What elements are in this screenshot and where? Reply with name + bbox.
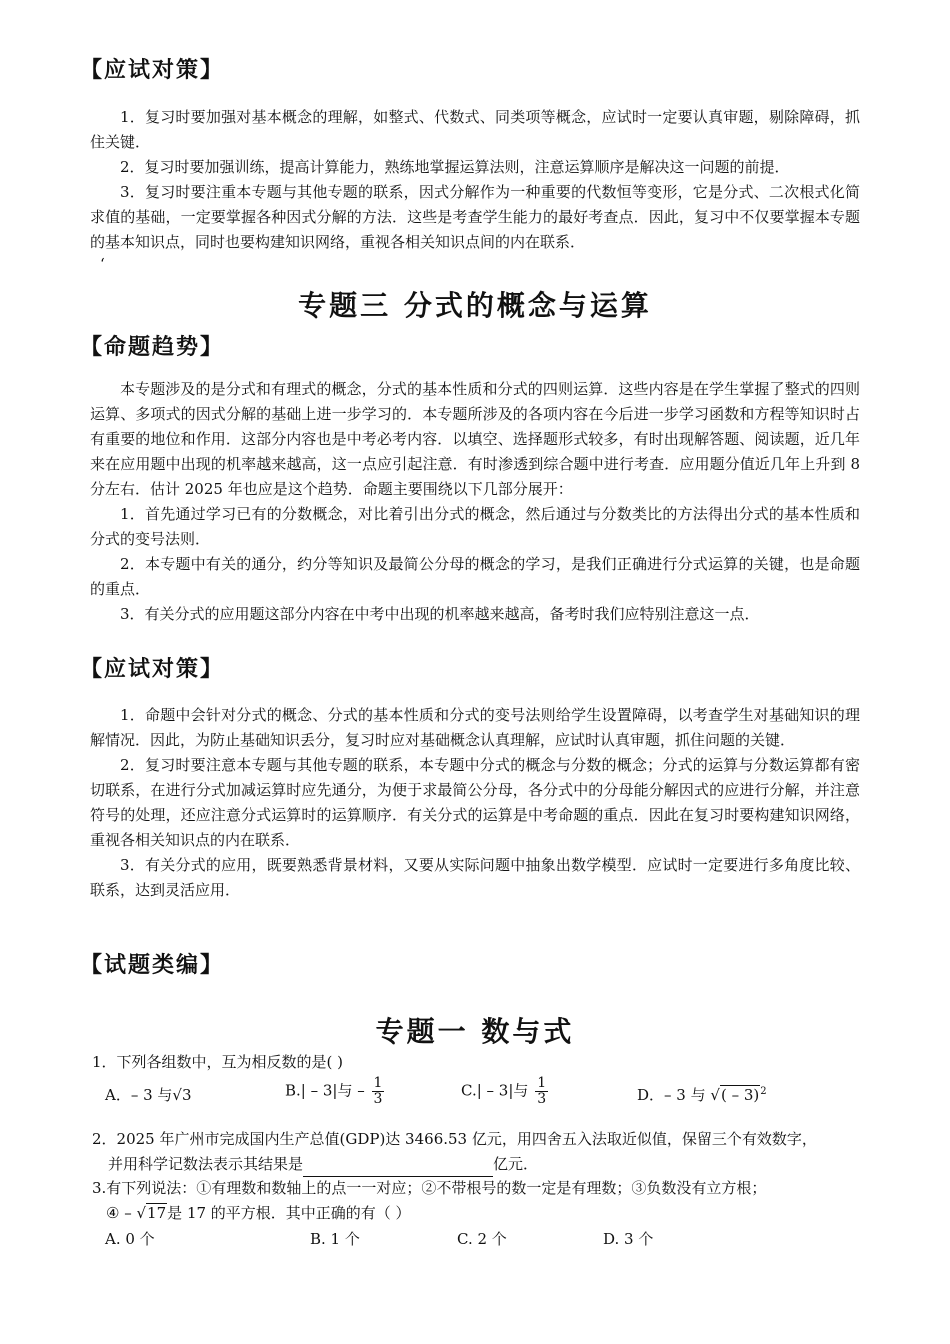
question-2 <box>92 1127 872 1177</box>
topic-title: 专题三 分式的概念与运算 <box>298 289 652 322</box>
strategy-list-2 <box>90 703 860 903</box>
answer-blank[interactable] <box>303 1160 493 1177</box>
trend-paragraph: 本专题涉及的是分式和有理式的概念，分式的基本性质和分式的四则运算．这些内容是在学生掌握了整式的四则运算、多项式的因式分解的基础上进一步学习的．本专题所涉及的各项内容在今后进一步学习函数和方程等知识时占有重要的地位和作用．这部分内容也是中考必考内容．以填空、选择题形式较多，有时出现解答题、阅读题，近几年来在应用题中出现的机率越来越高，这一点应引起注意．有时渗透到综合题中进行考查．应用题分值近几年上升到 8 分左右．估计 2025 年也应是这个趋势．命题主要围绕以下几部分展开： <box>90 380 860 498</box>
strategy-item: 1．复习时要加强对基本概念的理解，如整式、代数式、同类项等概念，应试时一定要认真审题，剔除障碍，抓住关键． <box>90 108 860 151</box>
strategy-item: 2．复习时要加强训练，提高计算能力，熟练地掌握运算法则，注意运算顺序是解决这一问题的前提． <box>120 158 790 176</box>
question-3-is: 是 <box>167 1204 183 1222</box>
question-1-options <box>105 1076 865 1116</box>
option-a: A. 0 个 <box>105 1230 155 1248</box>
trend-paragraph: 3．有关分式的应用题这部分内容在中考中出现的机率越来越高，备考时我们应特别注意这一点． <box>120 605 760 623</box>
sqrt-symbol: √ <box>710 1086 720 1104</box>
option-c: C. 2 个 <box>457 1230 507 1248</box>
question-3-line-1: 3.有下列说法：①有理数和数轴上的点一一对应；②不带根号的数一定是有理数；③负数没有立方根； <box>92 1179 767 1197</box>
strategy-heading-2: 【应试对策】 <box>80 657 225 682</box>
exponent: 2 <box>760 1086 767 1097</box>
question-3-options <box>105 1228 805 1253</box>
strategy-item: 3．复习时要注重本专题与其他专题的联系，因式分解作为一种重要的代数恒等变形，它是分式、二次根式化简求值的基础，一定要掌握各种因式分解的方法．这些是考查学生能力的最好考查点．因此，复习中不仅要掌握本专题的基本知识点，同时也要构建知识网络，重视各相关知识点间的内在联系． <box>90 183 860 251</box>
question-3-item-4: ④ – <box>106 1204 137 1222</box>
option-d <box>637 1084 767 1105</box>
question-3 <box>92 1176 872 1226</box>
trend-paragraph: 2．本专题中有关的通分，约分等知识及最简公分母的概念的学习，是我们正确进行分式运算的关键，也是命题的重点． <box>90 555 860 598</box>
question-2-unit: 亿元． <box>493 1155 539 1173</box>
question-3-tail: 17 的平方根．其中正确的有（ ） <box>186 1204 411 1222</box>
option-c <box>461 1076 550 1107</box>
option-b-text: B.| – 3|与 – <box>285 1081 365 1100</box>
strategy-list-1 <box>90 105 860 255</box>
exam-heading: 【试题类编】 <box>80 953 225 978</box>
fraction-denominator: 3 <box>373 1091 383 1107</box>
radicand: 17 <box>147 1204 167 1222</box>
strategy-heading-1: 【应试对策】 <box>80 58 225 83</box>
trend-text <box>90 377 860 627</box>
option-d: D. 3 个 <box>603 1230 654 1248</box>
fraction <box>535 1076 548 1107</box>
question-3-line-2 <box>92 1201 872 1226</box>
strategy-item: 1．命题中会针对分式的概念、分式的基本性质和分式的变号法则给学生设置障碍，以考查学生对基础知识的理解情况．因此，为防止基础知识丢分，复习时应对基础概念认真理解，应试时认真审题，抓住问题的关键． <box>90 706 860 749</box>
option-c-text: C.| – 3|与 <box>461 1081 529 1100</box>
option-d-text: D．– 3 与 <box>637 1086 706 1104</box>
strategy-item: 2．复习时要注意本专题与其他专题的联系，本专题中分式的概念与分数的概念；分式的运算与分数运算都有密切联系，在进行分式加减运算时应先通分，为便于求最简公分母，各分式中的分母能分解因式的应进行分解，并注意符号的处理，还应注意分式运算时的运算顺序．有关分式的运算是中考命题的重点．因此在复习时要构建知识网络，重视各相关知识点的内在联系． <box>90 756 860 849</box>
fraction <box>372 1076 385 1107</box>
option-a: A．– 3 与√3 <box>105 1086 192 1104</box>
fraction-denominator: 3 <box>537 1091 547 1107</box>
option-b: B. 1 个 <box>310 1230 360 1248</box>
question-2-line-2 <box>92 1152 872 1177</box>
radicand: ( – 3) <box>720 1086 760 1104</box>
question-1-stem: 1．下列各组数中，互为相反数的是( ) <box>92 1053 344 1071</box>
fraction-numerator: 1 <box>537 1075 547 1091</box>
fraction-numerator: 1 <box>373 1075 383 1091</box>
option-b <box>285 1076 386 1107</box>
exam-title: 专题一 数与式 <box>375 1015 575 1048</box>
sqrt-symbol: √ <box>136 1204 147 1222</box>
question-2-line-1: 2．2025 年广州市完成国内生产总值(GDP)达 3466.53 亿元，用四舍五入法取近似值，保留三个有效数字， <box>92 1130 817 1148</box>
trend-paragraph: 1．首先通过学习已有的分数概念，对比着引出分式的概念，然后通过与分数类比的方法得出分式的基本性质和分式的变号法则． <box>90 505 860 548</box>
strategy-item: 3．有关分式的应用，既要熟悉背景材料，又要从实际问题中抽象出数学模型．应试时一定要进行多角度比较、联系，达到灵活应用． <box>90 856 860 899</box>
trend-heading: 【命题趋势】 <box>80 335 225 360</box>
question-2-text: 并用科学记数法表示其结果是 <box>108 1155 304 1173</box>
stray-mark: ‘ <box>100 255 105 273</box>
